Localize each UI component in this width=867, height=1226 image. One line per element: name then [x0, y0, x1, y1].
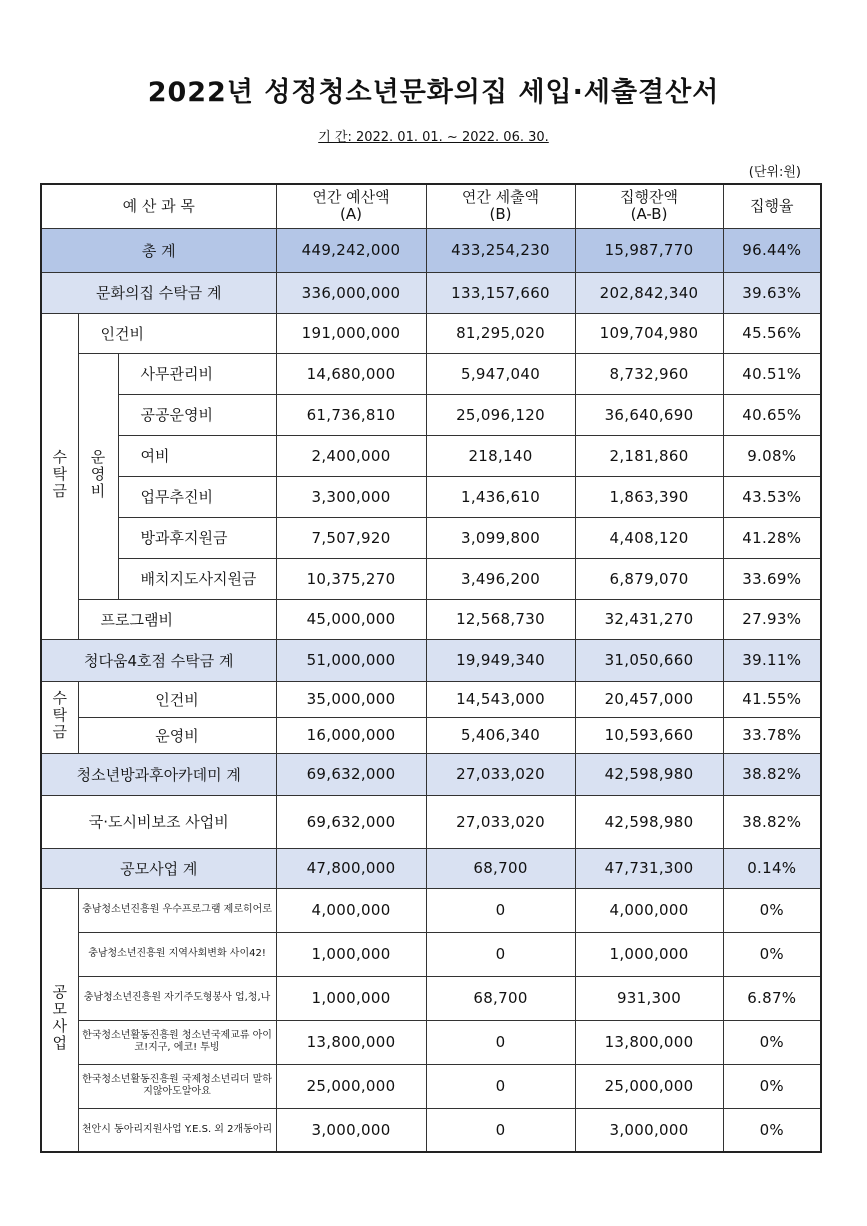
row-balance: 1,863,390: [575, 476, 723, 517]
table-row: [41, 681, 821, 717]
side-label: 공모사업: [41, 888, 78, 1152]
table-row: [41, 1020, 821, 1064]
total-spent: 433,254,230: [426, 228, 575, 272]
row-rate: 6.87%: [723, 976, 821, 1020]
row-rate: 33.69%: [723, 558, 821, 599]
row-budget: 3,000,000: [276, 1108, 426, 1152]
row-budget: 4,000,000: [276, 888, 426, 932]
row-label: 인건비: [78, 681, 276, 717]
row-rate: 43.53%: [723, 476, 821, 517]
row-balance: 3,000,000: [575, 1108, 723, 1152]
row-spent: 68,700: [426, 976, 575, 1020]
row-label: 공공운영비: [118, 394, 276, 435]
group-spent: 133,157,660: [426, 272, 575, 313]
group-rate: 0.14%: [723, 848, 821, 888]
row-label: 방과후지원금: [118, 517, 276, 558]
header-subject: 예 산 과 목: [41, 184, 276, 228]
row-spent: 5,406,340: [426, 717, 575, 753]
row-spent: 0: [426, 888, 575, 932]
row-rate: 0%: [723, 932, 821, 976]
budget-table: [40, 183, 822, 1153]
side-label: 운영비: [78, 353, 118, 599]
row-rate: 0%: [723, 1108, 821, 1152]
row-balance: 8,732,960: [575, 353, 723, 394]
side-label: 수탁금: [41, 681, 78, 753]
table-row: [41, 976, 821, 1020]
row-balance: 2,181,860: [575, 435, 723, 476]
table-row: [41, 599, 821, 639]
group-spent: 27,033,020: [426, 753, 575, 795]
group-label: 청소년방과후아카데미 계: [41, 753, 276, 795]
group-balance: 31,050,660: [575, 639, 723, 681]
row-rate: 0%: [723, 888, 821, 932]
row-budget: 13,800,000: [276, 1020, 426, 1064]
row-budget: 14,680,000: [276, 353, 426, 394]
group-balance: 47,731,300: [575, 848, 723, 888]
row-rate: 33.78%: [723, 717, 821, 753]
row-spent: 12,568,730: [426, 599, 575, 639]
row-balance: 931,300: [575, 976, 723, 1020]
row-label: 충남청소년진흥원 지역사회변화 사이42!: [78, 932, 276, 976]
page-title: 2022년 성정청소년문화의집 세입·세출결산서: [147, 77, 720, 108]
group-spent: 19,949,340: [426, 639, 575, 681]
row-rate: 41.55%: [723, 681, 821, 717]
row-spent: 3,099,800: [426, 517, 575, 558]
row-spent: 27,033,020: [426, 795, 575, 848]
period-text: 기 간: 2022. 01. 01. ~ 2022. 06. 30.: [318, 130, 549, 145]
row-budget: 3,300,000: [276, 476, 426, 517]
row-label: 프로그램비: [78, 599, 276, 639]
row-rate: 45.56%: [723, 313, 821, 353]
row-label: 여비: [118, 435, 276, 476]
row-label: 인건비: [78, 313, 276, 353]
row-rate: 40.51%: [723, 353, 821, 394]
period: [0, 126, 867, 145]
group-rate: 38.82%: [723, 753, 821, 795]
row-balance: 10,593,660: [575, 717, 723, 753]
group-row: [41, 272, 821, 313]
table-row: [41, 1064, 821, 1108]
group-budget: 51,000,000: [276, 639, 426, 681]
row-balance: 4,408,120: [575, 517, 723, 558]
row-balance: 25,000,000: [575, 1064, 723, 1108]
total-row: [41, 228, 821, 272]
total-label: 총 계: [41, 228, 276, 272]
row-spent: 0: [426, 1108, 575, 1152]
row-label: 천안시 동아리지원사업 Y.E.S. 외 2개동아리: [78, 1108, 276, 1152]
row-rate: 41.28%: [723, 517, 821, 558]
group-label: 청다움4호점 수탁금 계: [41, 639, 276, 681]
group-budget: 69,632,000: [276, 753, 426, 795]
table-row: [41, 888, 821, 932]
row-label: 업무추진비: [118, 476, 276, 517]
group-spent: 68,700: [426, 848, 575, 888]
row-spent: 1,436,610: [426, 476, 575, 517]
group-label: 문화의집 수탁금 계: [41, 272, 276, 313]
table-row: [41, 795, 821, 848]
table-row: [41, 435, 821, 476]
row-label: 사무관리비: [118, 353, 276, 394]
row-balance: 36,640,690: [575, 394, 723, 435]
row-spent: 3,496,200: [426, 558, 575, 599]
row-label: 한국청소년활동진흥원 청소년국제교류 아이코!지구, 에코! 투빙: [78, 1020, 276, 1064]
row-label: 국·도시비보조 사업비: [41, 795, 276, 848]
side-label: 수탁금: [41, 313, 78, 639]
row-budget: 45,000,000: [276, 599, 426, 639]
row-balance: 6,879,070: [575, 558, 723, 599]
row-rate: 0%: [723, 1064, 821, 1108]
row-label: 배치지도사지원금: [118, 558, 276, 599]
row-spent: 0: [426, 1064, 575, 1108]
row-spent: 218,140: [426, 435, 575, 476]
row-budget: 10,375,270: [276, 558, 426, 599]
row-rate: 38.82%: [723, 795, 821, 848]
header-spent: 연간 세출액 (B): [426, 184, 575, 228]
table-row: [41, 932, 821, 976]
header-budget: 연간 예산액 (A): [276, 184, 426, 228]
table-row: [41, 717, 821, 753]
row-budget: 69,632,000: [276, 795, 426, 848]
row-budget: 2,400,000: [276, 435, 426, 476]
row-label: 충남청소년진흥원 우수프로그램 제로히어로: [78, 888, 276, 932]
group-balance: 42,598,980: [575, 753, 723, 795]
table-header: [41, 184, 821, 228]
row-rate: 9.08%: [723, 435, 821, 476]
header-rate: 집행율: [723, 184, 821, 228]
row-spent: 0: [426, 932, 575, 976]
row-rate: 0%: [723, 1020, 821, 1064]
table-row: [41, 353, 821, 394]
header-balance: 집행잔액 (A-B): [575, 184, 723, 228]
row-budget: 35,000,000: [276, 681, 426, 717]
row-rate: 40.65%: [723, 394, 821, 435]
row-rate: 27.93%: [723, 599, 821, 639]
table-row: [41, 517, 821, 558]
row-label: 운영비: [78, 717, 276, 753]
group-label: 공모사업 계: [41, 848, 276, 888]
row-balance: 1,000,000: [575, 932, 723, 976]
row-spent: 0: [426, 1020, 575, 1064]
group-row: [41, 639, 821, 681]
row-budget: 16,000,000: [276, 717, 426, 753]
group-rate: 39.11%: [723, 639, 821, 681]
row-budget: 1,000,000: [276, 976, 426, 1020]
row-label: 한국청소년활동진흥원 국제청소년리더 말하지않아도알아요: [78, 1064, 276, 1108]
group-budget: 47,800,000: [276, 848, 426, 888]
unit-label: (단위:원): [748, 165, 801, 180]
row-balance: 13,800,000: [575, 1020, 723, 1064]
row-budget: 61,736,810: [276, 394, 426, 435]
total-balance: 15,987,770: [575, 228, 723, 272]
table-row: [41, 313, 821, 353]
row-balance: 20,457,000: [575, 681, 723, 717]
row-balance: 4,000,000: [575, 888, 723, 932]
table-row: [41, 1108, 821, 1152]
table-row: [41, 558, 821, 599]
row-spent: 5,947,040: [426, 353, 575, 394]
table-row: [41, 476, 821, 517]
row-spent: 14,543,000: [426, 681, 575, 717]
row-label: 충남청소년진흥원 자기주도형봉사 업,청,나: [78, 976, 276, 1020]
row-spent: 81,295,020: [426, 313, 575, 353]
group-budget: 336,000,000: [276, 272, 426, 313]
group-row: [41, 848, 821, 888]
row-balance: 32,431,270: [575, 599, 723, 639]
row-balance: 42,598,980: [575, 795, 723, 848]
row-balance: 109,704,980: [575, 313, 723, 353]
row-budget: 191,000,000: [276, 313, 426, 353]
group-row: [41, 753, 821, 795]
group-rate: 39.63%: [723, 272, 821, 313]
group-balance: 202,842,340: [575, 272, 723, 313]
total-rate: 96.44%: [723, 228, 821, 272]
row-spent: 25,096,120: [426, 394, 575, 435]
row-budget: 7,507,920: [276, 517, 426, 558]
row-budget: 25,000,000: [276, 1064, 426, 1108]
table-row: [41, 394, 821, 435]
row-budget: 1,000,000: [276, 932, 426, 976]
total-budget: 449,242,000: [276, 228, 426, 272]
